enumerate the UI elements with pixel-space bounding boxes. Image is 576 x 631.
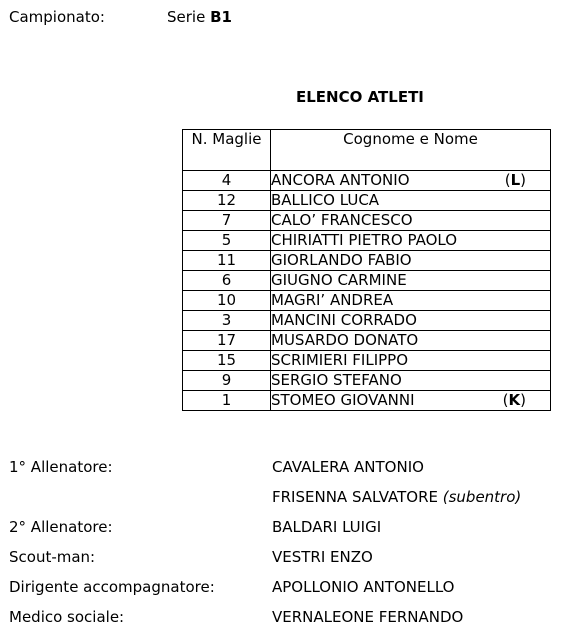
table-row xyxy=(183,311,551,331)
table-row xyxy=(183,171,551,191)
staff-member-name xyxy=(272,578,454,596)
athlete-name-cell xyxy=(271,291,551,311)
staff-member-text: FRISENNA SALVATORE xyxy=(272,488,443,506)
athlete-name-cell xyxy=(271,271,551,291)
athlete-name: CALO’ FRANCESCO xyxy=(271,211,413,229)
athletes-table xyxy=(182,129,551,411)
athlete-name: BALLICO LUCA xyxy=(271,191,380,209)
athlete-name: GIUGNO CARMINE xyxy=(271,271,407,289)
jersey-number: 11 xyxy=(183,251,271,271)
staff-member-text: VESTRI ENZO xyxy=(272,548,373,566)
staff-member-name xyxy=(272,548,373,566)
athlete-name: MAGRI’ ANDREA xyxy=(271,291,394,309)
role-letter: K xyxy=(508,391,521,409)
staff-member-note: (subentro) xyxy=(442,488,522,506)
athlete-name-cell xyxy=(271,171,551,191)
header-full-name: Cognome e Nome xyxy=(271,130,551,171)
jersey-number: 15 xyxy=(183,351,271,371)
athlete-name-cell xyxy=(271,211,551,231)
jersey-number: 7 xyxy=(183,211,271,231)
jersey-number: 3 xyxy=(183,311,271,331)
athlete-name: MUSARDO DONATO xyxy=(271,331,419,349)
table-row xyxy=(183,251,551,271)
role-letter: L xyxy=(510,171,521,189)
championship-label: Campionato: xyxy=(9,8,105,26)
athlete-name-cell xyxy=(271,231,551,251)
athlete-name: ANCORA ANTONIO xyxy=(271,171,410,189)
table-row xyxy=(183,331,551,351)
athlete-name: CHIRIATTI PIETRO PAOLO xyxy=(271,231,457,249)
table-row xyxy=(183,351,551,371)
table-row xyxy=(183,211,551,231)
athlete-name: SERGIO STEFANO xyxy=(271,371,402,389)
athlete-name: SCRIMIERI FILIPPO xyxy=(271,351,409,369)
athlete-name-cell xyxy=(271,191,551,211)
role-marker: (L) xyxy=(504,171,526,189)
jersey-number: 17 xyxy=(183,331,271,351)
jersey-number: 10 xyxy=(183,291,271,311)
staff-member-text: CAVALERA ANTONIO xyxy=(272,458,424,476)
staff-role-label: 2° Allenatore: xyxy=(9,518,113,536)
staff-role-label: Dirigente accompagnatore: xyxy=(9,578,215,596)
athlete-name-cell xyxy=(271,371,551,391)
jersey-number: 6 xyxy=(183,271,271,291)
jersey-number: 4 xyxy=(183,171,271,191)
table-row xyxy=(183,391,551,411)
staff-role-label: Medico sociale: xyxy=(9,608,125,626)
athlete-name-cell xyxy=(271,351,551,371)
role-marker: (K) xyxy=(502,391,526,409)
athlete-name-cell xyxy=(271,311,551,331)
header-jersey-number: N. Maglie xyxy=(183,130,271,171)
athletes-list-title: ELENCO ATLETI xyxy=(296,88,424,106)
staff-member-text: VERNALEONE FERNANDO xyxy=(272,608,464,626)
staff-member-text: BALDARI LUIGI xyxy=(272,518,382,536)
staff-member-name xyxy=(272,608,463,626)
staff-member-name xyxy=(272,518,381,536)
staff-role-label: Scout-man: xyxy=(9,548,96,566)
championship-value xyxy=(167,8,232,26)
table-row xyxy=(183,191,551,211)
jersey-number: 12 xyxy=(183,191,271,211)
athlete-name-cell xyxy=(271,251,551,271)
athletes-table-body xyxy=(183,171,551,411)
staff-role-label: 1° Allenatore: xyxy=(9,458,113,476)
athlete-name-cell xyxy=(271,391,551,411)
athlete-name: STOMEO GIOVANNI xyxy=(271,391,415,409)
table-row xyxy=(183,271,551,291)
championship-series: B1 xyxy=(210,8,232,26)
athlete-name: GIORLANDO FABIO xyxy=(271,251,412,269)
staff-member-name xyxy=(272,488,521,506)
table-row xyxy=(183,231,551,251)
jersey-number: 9 xyxy=(183,371,271,391)
jersey-number: 5 xyxy=(183,231,271,251)
athlete-name: MANCINI CORRADO xyxy=(271,311,417,329)
table-row xyxy=(183,371,551,391)
jersey-number: 1 xyxy=(183,391,271,411)
championship-prefix: Serie xyxy=(167,8,211,26)
staff-member-text: APOLLONIO ANTONELLO xyxy=(272,578,455,596)
table-row xyxy=(183,291,551,311)
staff-member-name xyxy=(272,458,424,476)
athlete-name-cell xyxy=(271,331,551,351)
athletes-table-header xyxy=(183,130,551,171)
